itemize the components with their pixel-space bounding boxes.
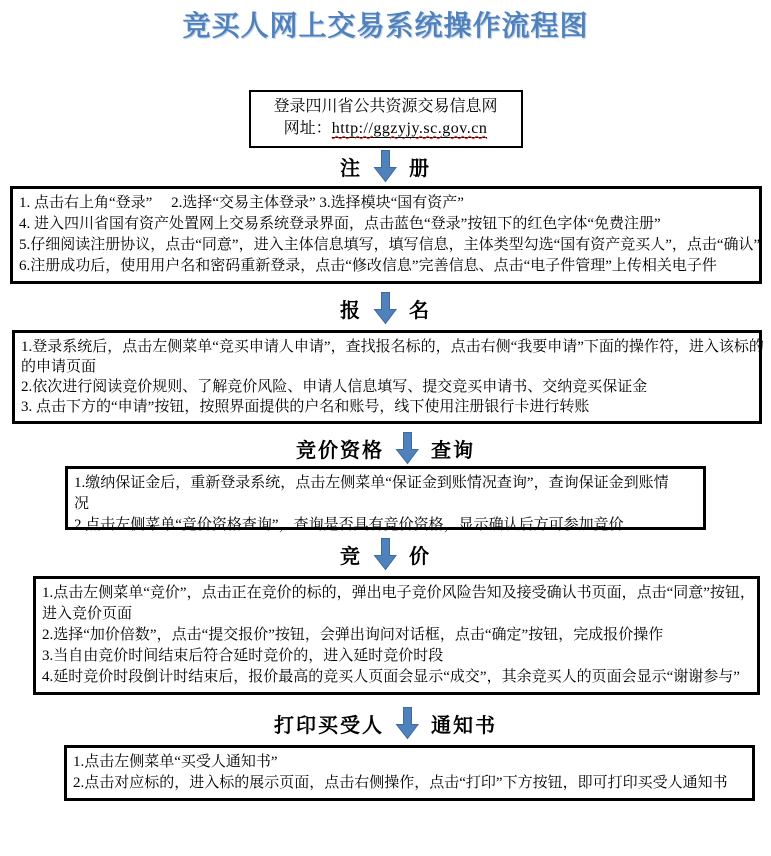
step-line: 1.点击左侧菜单“竞价”，点击正在竞价的标的，弹出电子竞价风险告知及接受确认书页面，点击“同意”按钮， [42,585,755,601]
flow-label-bidding-right: 价 [409,545,431,568]
step-line: 2.依次进行阅读竞价规则、了解竞价风险、申请人信息填写、提交竞买申请书、交纳竞买保证金 [21,379,648,395]
flow-label-bidding-left: 竞 [340,545,362,568]
flow-label-print-right: 通知书 [431,714,497,737]
qualification-query-step-box [65,466,706,533]
flow-label-register-right: 册 [409,157,431,180]
flow-label-qualification-right: 查询 [431,439,475,462]
login-entry-line2 [255,118,517,140]
bidding-step-box [33,576,760,695]
step-line: 1.点击左侧菜单“买受人通知书” [73,754,278,770]
step-line: 1.登录系统后，点击左侧菜单“竞买申请人申请”，查找报名标的，点击右侧“我要申请”下面的操作符，进入该标的 [21,339,764,355]
url-label: 网址： [283,120,332,137]
flow-label-apply-right: 名 [409,299,431,322]
flow-label-print-left: 打印买受人 [274,714,384,737]
page-title: 竞买人网上交易系统操作流程图 [182,10,589,41]
down-block-arrow-icon [374,292,397,324]
register-step-box [10,186,762,284]
down-block-arrow-icon [396,432,419,464]
step-line: 2.选择“加价倍数”，点击“提交报价”按钮，会弹出询问对话框，点击“确定”按钮，完成报价操作 [42,627,664,643]
login-entry-line1: 登录四川省公共资源交易信息网 [273,98,498,115]
flow-label-register-left: 注 [340,157,362,180]
flow-label-bidding [0,536,771,572]
step-line: 6.注册成功后，使用用户名和密码重新登录，点击“修改信息”完善信息、点击“电子件管理”上传相关电子件 [19,258,717,274]
step-line: 5.仔细阅读注册协议，点击“同意”，进入主体信息填写，填写信息，主体类型勾选“国有资产竞买人”，点击“确认” [19,237,761,253]
flowchart-page [0,8,771,856]
step-line: 况 [74,496,90,512]
login-entry-box [249,90,523,148]
flow-label-apply [0,290,771,326]
flow-label-print-notice [0,705,771,741]
step-line: 进入竞价页面 [42,606,133,622]
step-line: 1. 点击右上角“登录” 2.选择“交易主体登录” 3.选择模块“国有资产” [19,195,464,211]
step-line: 4. 进入四川省国有资产处置网上交易系统登录界面，点击蓝色“登录”按钮下的红色字体“免费注册” [19,216,661,232]
flow-label-qualification-query [0,430,771,466]
print-notice-step-box [64,745,755,801]
down-block-arrow-icon [374,150,397,182]
step-line: 的申请页面 [21,359,97,375]
website-url: http://ggzyjy.sc.gov.cn [331,120,488,137]
step-line-clipped: 2.点击左侧菜单“竞价资格查询”，查询是否具有竞价资格，显示确认后方可参加竞价 [74,517,624,533]
down-block-arrow-icon [396,707,419,739]
flow-label-register [0,148,771,184]
step-line: 3.当自由竞价时间结束后符合延时竞价的，进入延时竞价时段 [42,648,444,664]
step-line: 2.点击对应标的，进入标的展示页面，点击右侧操作，点击“打印”下方按钮，即可打印买受人通知书 [73,775,728,791]
step-line: 4.延时竞价时段倒计时结束后，报价最高的竞买人页面会显示“成交”，其余竞买人的页面会显示“谢谢参与” [42,669,740,685]
apply-step-box [12,330,762,424]
step-line: 1.缴纳保证金后，重新登录系统，点击左侧菜单“保证金到账情况查询”，查询保证金到账情 [74,475,669,491]
flow-label-qualification-left: 竞价资格 [296,439,384,462]
step-line: 3. 点击下方的“申请”按钮，按照界面提供的户名和账号，线下使用注册银行卡进行转账 [21,399,590,415]
flow-label-apply-left: 报 [340,299,362,322]
down-block-arrow-icon [374,538,397,570]
